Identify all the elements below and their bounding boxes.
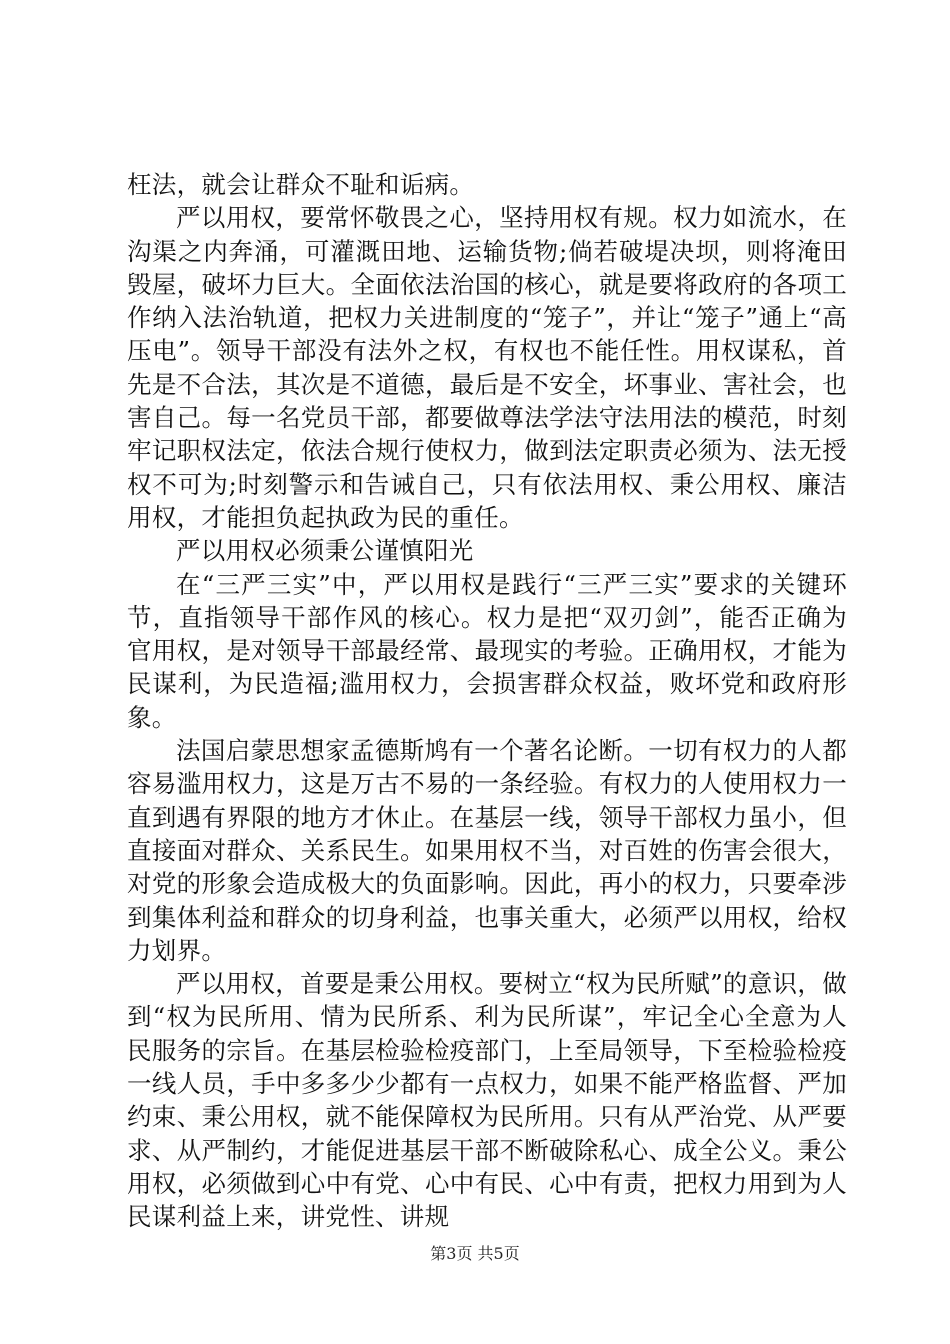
paragraph-3: 在“三严三实”中，严以用权是践行“三严三实”要求的关键环节，直指领导干部作风的核心。权力是把“双刃剑”，能否正确为官用权，是对领导干部最经常、最现实的考验。正确用权，才能为民谋利，为民造福;滥用权力，会损害群众权益，败坏党和政府形象。: [127, 569, 847, 732]
body-text: [127, 168, 847, 1234]
paragraph-5: 严以用权，首要是秉公用权。要树立“权为民所赋”的意识，做到“权为民所用、情为民所系、利为民所谋”，牢记全心全意为人民服务的宗旨。在基层检验检疫部门，上至局领导，下至检验检疫一线人员，手中多多少少都有一点权力，如果不能严格监督、严加约束、秉公用权，就不能保障权为民所用。只有从严治党、从严要求、从严制约，才能促进基层干部不断破除私心、成全公义。秉公用权，必须做到心中有党、心中有民、心中有责，把权力用到为人民谋利益上来，讲党性、讲规: [127, 969, 847, 1232]
paragraph-1: 枉法，就会让群众不耻和诟病。: [127, 170, 475, 199]
paragraph-4: 法国启蒙思想家孟德斯鸠有一个著名论断。一切有权力的人都容易滥用权力，这是万古不易的一条经验。有权力的人使用权力一直到遇有界限的地方才休止。在基层一线，领导干部权力虽小，但直接面对群众、关系民生。如果用权不当，对百姓的伤害会很大，对党的形象会造成极大的负面影响。因此，再小的权力，只要牵涉到集体利益和群众的切身利益，也事关重大，必须严以用权，给权力划界。: [127, 736, 847, 965]
paragraph-2: 严以用权，要常怀敬畏之心，坚持用权有规。权力如流水，在沟渠之内奔涌，可灌溉田地、运输货物;倘若破堤决坝，则将淹田毁屋，破坏力巨大。全面依法治国的核心，就是要将政府的各项工作纳入法治轨道，把权力关进制度的“笼子”，并让“笼子”通上“高压电”。领导干部没有法外之权，有权也不能任性。用权谋私，首先是不合法，其次是不道德，最后是不安全，坏事业、害社会，也害自己。每一名党员干部，都要做尊法学法守法用法的模范，时刻牢记职权法定，依法合规行使权力，做到法定职责必须为、法无授权不可为;时刻警示和告诫自己，只有依法用权、秉公用权、廉洁用权，才能担负起执政为民的重任。: [127, 203, 847, 532]
page-footer: [0, 1244, 950, 1264]
page-number: 第3页 共5页: [430, 1244, 520, 1263]
section-heading: 严以用权必须秉公谨慎阳光: [176, 536, 474, 566]
